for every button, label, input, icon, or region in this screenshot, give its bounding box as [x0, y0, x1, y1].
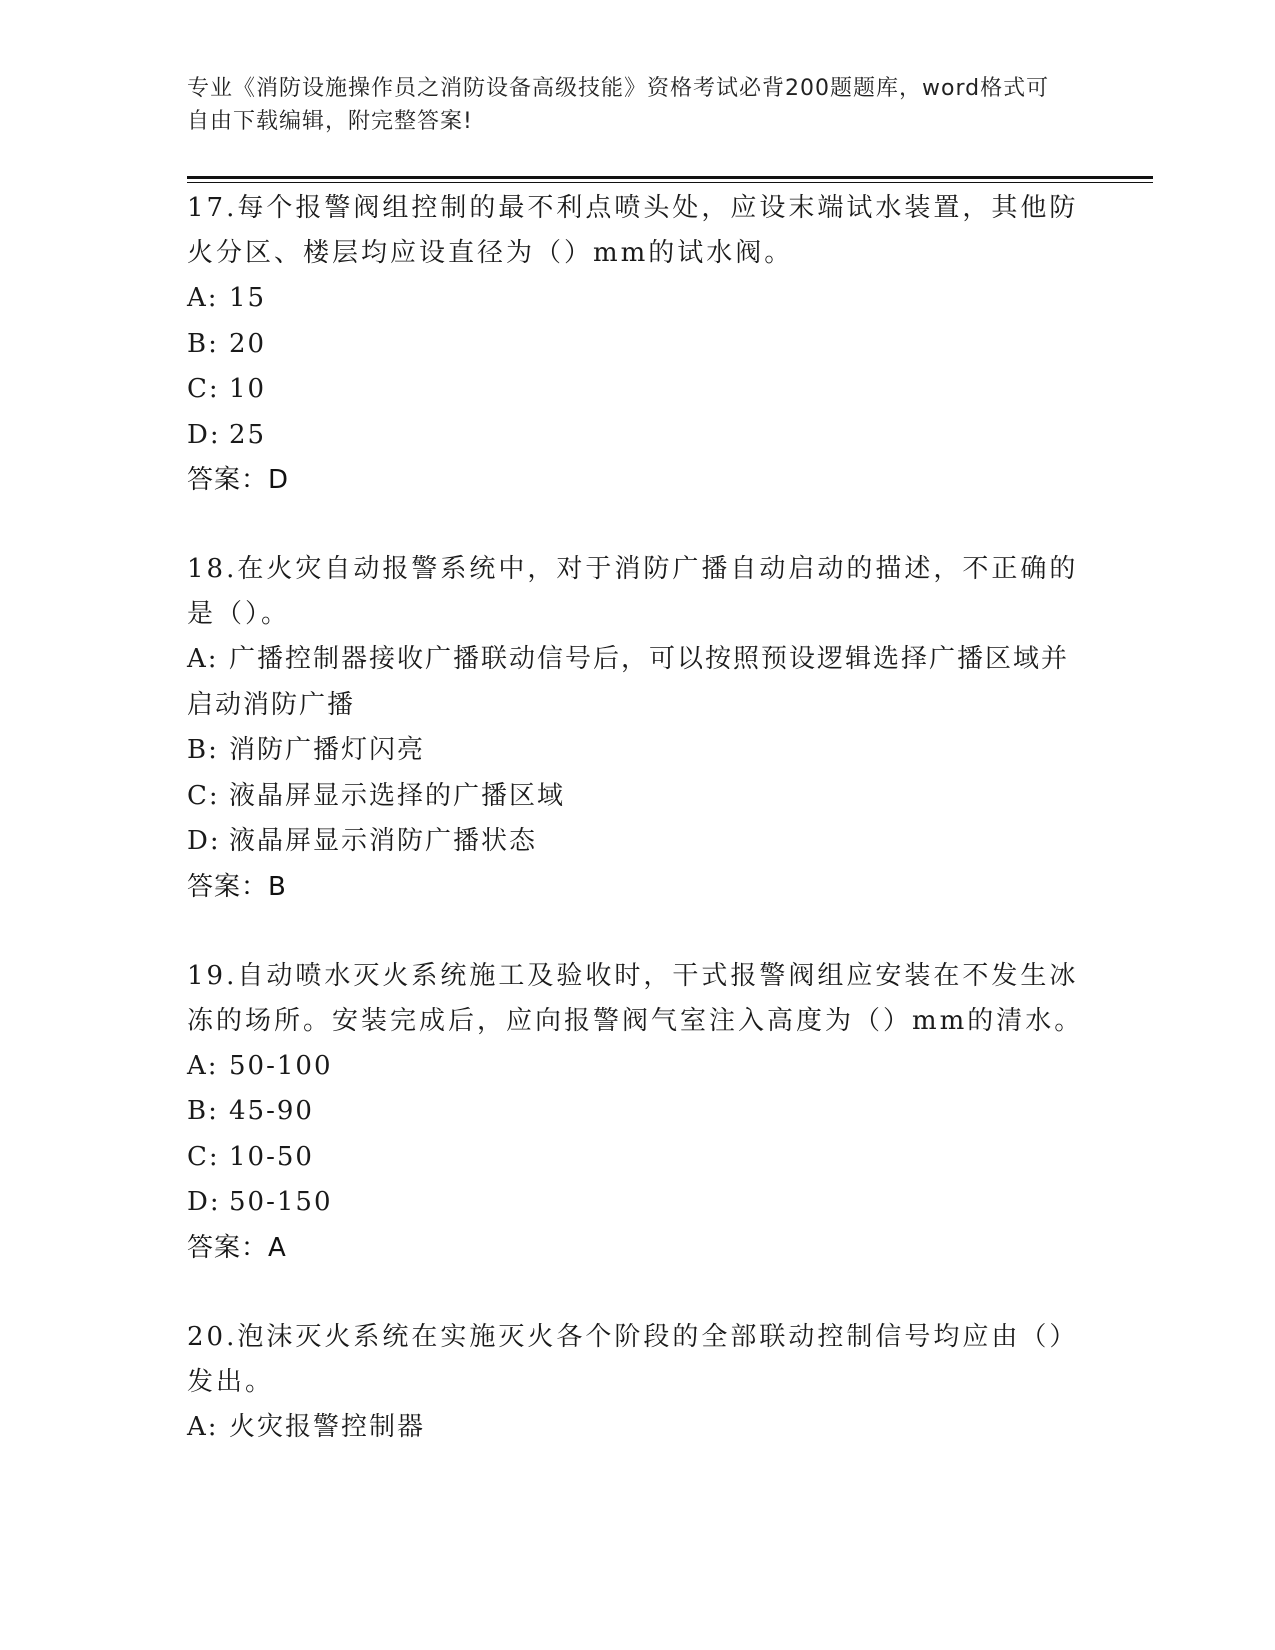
option-letter: B:: [187, 735, 219, 765]
option-letter: D:: [187, 826, 221, 856]
option-text: 液晶屏显示选择的广播区域: [229, 780, 566, 811]
option-a: [187, 637, 1087, 728]
question-stem: 18.在火灾自动报警系统中，对于消防广播自动启动的描述，不正确的是（）。: [187, 554, 1079, 629]
option-b: [187, 1089, 1087, 1135]
question-19: [187, 954, 1087, 1271]
option-text: 50-100: [229, 1050, 333, 1081]
option-text: 15: [229, 283, 267, 313]
answer-line: 答案：B: [187, 871, 287, 902]
option-letter: B:: [187, 328, 219, 359]
option-d: [187, 819, 1087, 865]
answer-line: 答案：D: [187, 465, 290, 495]
option-letter: C:: [187, 374, 220, 404]
option-a: [187, 1405, 1087, 1451]
option-c: [187, 367, 1087, 413]
question-stem: 20.泡沫灭火系统在实施灭火各个阶段的全部联动控制信号均应由（）发出。: [187, 1321, 1079, 1397]
option-letter: D:: [187, 419, 221, 450]
question-17: [187, 186, 1087, 503]
option-letter: A:: [187, 1411, 219, 1442]
option-text: 消防广播灯闪亮: [229, 735, 426, 765]
option-a: [187, 276, 1087, 322]
option-text: 50-150: [229, 1187, 333, 1217]
question-stem: 19.自动喷水灭火系统施工及验收时，干式报警阀组应安装在不发生冰冻的场所。安装完成后，应向报警阀气室注入高度为（）mm的清水。: [187, 960, 1084, 1036]
option-d: [187, 413, 1087, 459]
option-b: [187, 728, 1087, 774]
header-rule-thick: [187, 176, 1153, 179]
option-d: [187, 1180, 1087, 1226]
option-text: 10-50: [229, 1141, 314, 1172]
question-18: [187, 547, 1087, 910]
option-text: 10: [229, 374, 267, 404]
option-c: [187, 1135, 1087, 1181]
option-text: 45-90: [229, 1096, 314, 1126]
document-header: 专业《消防设施操作员之消防设备高级技能》资格考试必背200题题库，word格式可自由下载编辑，附完整答案!: [187, 76, 1050, 134]
option-letter: C:: [187, 780, 220, 811]
option-letter: D:: [187, 1187, 221, 1217]
option-b: [187, 322, 1087, 368]
option-letter: B:: [187, 1096, 219, 1126]
option-text: 25: [229, 419, 267, 450]
option-letter: A:: [187, 644, 219, 674]
option-letter: A:: [187, 283, 219, 313]
question-20: [187, 1315, 1087, 1451]
option-text: 20: [229, 328, 267, 359]
option-letter: C:: [187, 1141, 220, 1172]
question-list: [187, 186, 1087, 1450]
option-c: [187, 774, 1087, 820]
header-rule-thin: [187, 182, 1153, 183]
option-a: [187, 1044, 1087, 1090]
option-text: 火灾报警控制器: [229, 1411, 426, 1442]
option-text: 液晶屏显示消防广播状态: [229, 826, 538, 856]
answer-line: 答案：A: [187, 1232, 287, 1263]
option-text: 广播控制器接收广播联动信号后，可以按照预设逻辑选择广播区域并启动消防广播: [187, 644, 1070, 720]
option-letter: A:: [187, 1050, 219, 1081]
question-stem: 17.每个报警阀组控制的最不利点喷头处，应设末端试水装置，其他防火分区、楼层均应设直径为（）mm的试水阀。: [187, 193, 1079, 268]
